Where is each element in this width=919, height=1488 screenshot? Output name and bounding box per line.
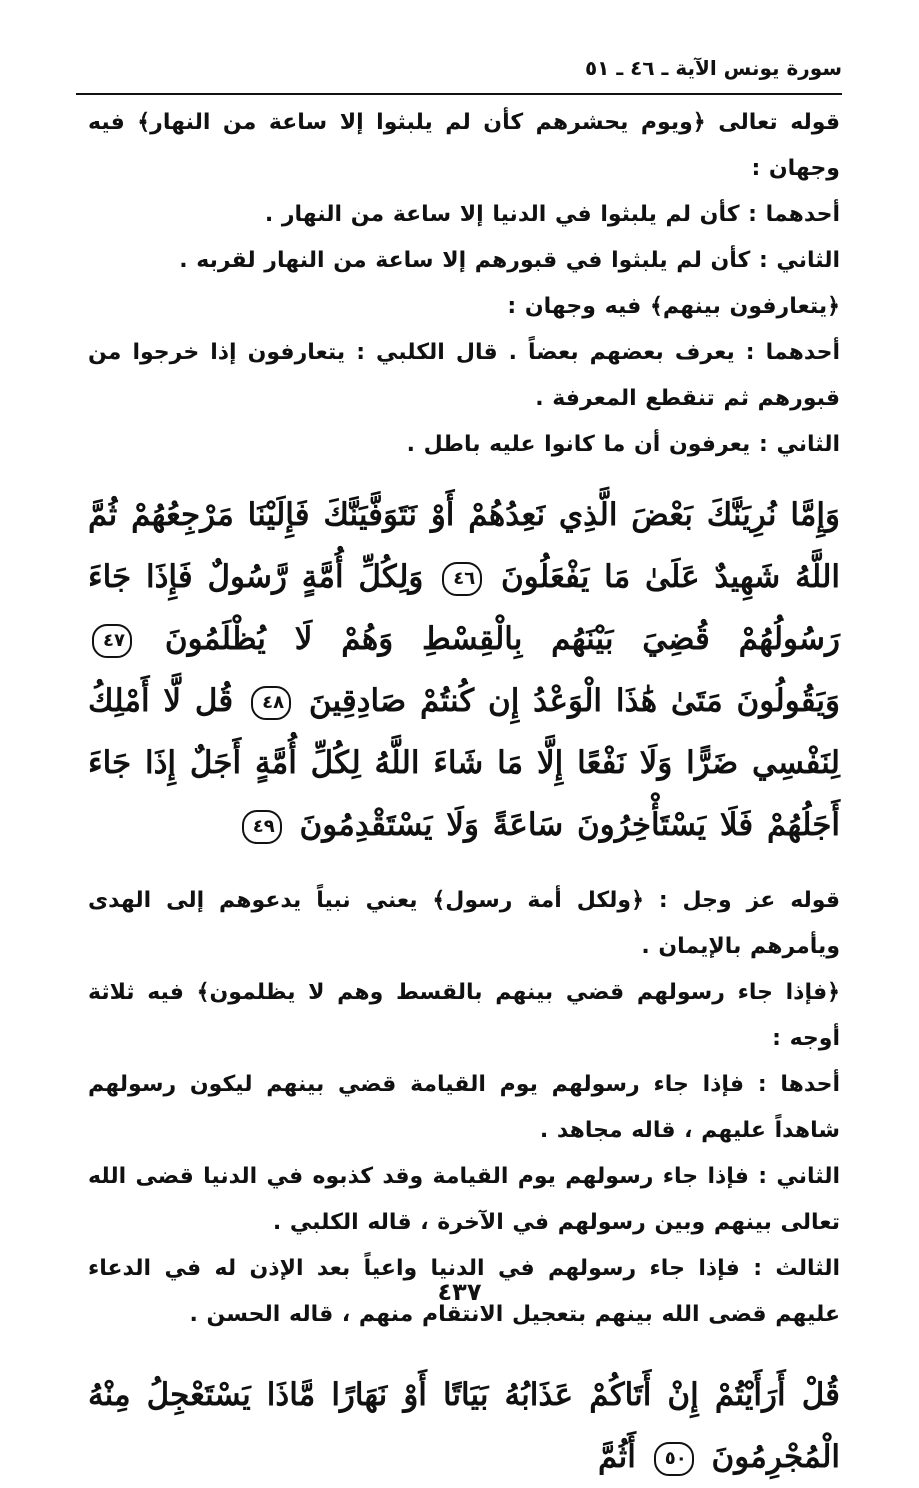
verse-text: وَإِمَّا نُرِيَنَّكَ بَعْضَ الَّذِي نَعِدُهُمْ أَوْ نَتَوَفَّيَنَّكَ فَإِلَيْنَا مَرْجِعُهُمْ ثُمَّ اللَّهُ شَهِيدٌ عَلَىٰ مَا يَفْعَلُونَ <box>88 497 841 595</box>
section-spacer <box>88 856 840 878</box>
commentary-paragraph: الثاني : يعرفون أن ما كانوا عليه باطل . <box>406 432 840 457</box>
quran-verses-block <box>88 484 840 856</box>
commentary-paragraph: ﴿يتعارفون بينهم﴾ فيه وجهان : <box>507 294 840 319</box>
commentary-paragraph: أحدها : فإذا جاء رسولهم يوم القيامة قضي بينهم ليكون رسولهم شاهداً عليهم ، قاله مجاهد . <box>88 1072 840 1143</box>
commentary-paragraph: أحدهما : كأن لم يلبثوا في الدنيا إلا ساعة من النهار . <box>264 202 840 227</box>
quran-verses-block <box>88 1364 840 1488</box>
commentary-paragraph: قوله عز وجل : ﴿ولكل أمة رسول﴾ يعني نبياً يدعوهم إلى الهدى ويأمرهم بالإيمان . <box>88 888 840 959</box>
commentary-paragraph: الثاني : فإذا جاء رسولهم يوم القيامة وقد كذبوه في الدنيا قضى الله تعالى بينهم وبين رسولهم في الآخرة ، قاله الكلبي . <box>88 1164 840 1235</box>
commentary-paragraph: الثاني : كأن لم يلبثوا في قبورهم إلا ساعة من النهار لقربه . <box>179 248 840 273</box>
verse-text: قُل لَّا أَمْلِكُ لِنَفْسِي ضَرًّا وَلَا نَفْعًا إِلَّا مَا شَاءَ اللَّهُ لِكُلِّ أُمَّةٍ أَجَلٌ إِذَا جَاءَ أَجَلُهُمْ فَلَا يَسْتَأْخِرُونَ سَاعَةً وَلَا يَسْتَقْدِمُونَ <box>88 683 840 843</box>
ayah-number-marker: ٤٨ <box>251 686 291 720</box>
running-header: سورة يونس الآية ـ ٤٦ ـ ٥١ <box>584 56 842 80</box>
ayah-number-marker: ٤٧ <box>92 624 132 658</box>
commentary-paragraph: ﴿فإذا جاء رسولهم قضي بينهم بالقسط وهم لا يظلمون﴾ فيه ثلاثة أوجه : <box>88 980 840 1051</box>
verse-text: أَثُمَّ <box>598 1439 636 1475</box>
verse-text: وَيَقُولُونَ مَتَىٰ هَٰذَا الْوَعْدُ إِن كُنتُمْ صَادِقِينَ <box>308 683 841 719</box>
ayah-number-marker: ٥٠ <box>654 1442 694 1476</box>
commentary-paragraph: أحدهما : يعرف بعضهم بعضاً . قال الكلبي : يتعارفون إذا خرجوا من قبورهم ثم تنقطع المعرفة . <box>88 340 840 411</box>
commentary-paragraph: الثالث : فإذا جاء رسولهم في الدنيا واعياً بعد الإذن له في الدعاء عليهم قضى الله بينهم بتعجيل الانتقام منهم ، قاله الحسن . <box>88 1256 840 1327</box>
verse-text: قُلْ أَرَأَيْتُمْ إِنْ أَتَاكُمْ عَذَابُهُ بَيَاتًا أَوْ نَهَارًا مَّاذَا يَسْتَعْجِلُ مِنْهُ الْمُجْرِمُونَ <box>88 1377 840 1475</box>
page-number: ٤٣٧ <box>437 1278 482 1306</box>
commentary-paragraph: قوله تعالى ﴿ويوم يحشرهم كأن لم يلبثوا إلا ساعة من النهار﴾ فيه وجهان : <box>88 110 840 181</box>
verse-text: وَلِكُلِّ أُمَّةٍ رَّسُولٌ فَإِذَا جَاءَ رَسُولُهُمْ قُضِيَ بَيْنَهُم بِالْقِسْطِ وَهُمْ لَا يُظْلَمُونَ <box>88 559 841 657</box>
ayah-number-marker: ٤٩ <box>242 810 282 844</box>
header-divider <box>76 93 842 95</box>
ayah-number-marker: ٤٦ <box>442 562 482 596</box>
